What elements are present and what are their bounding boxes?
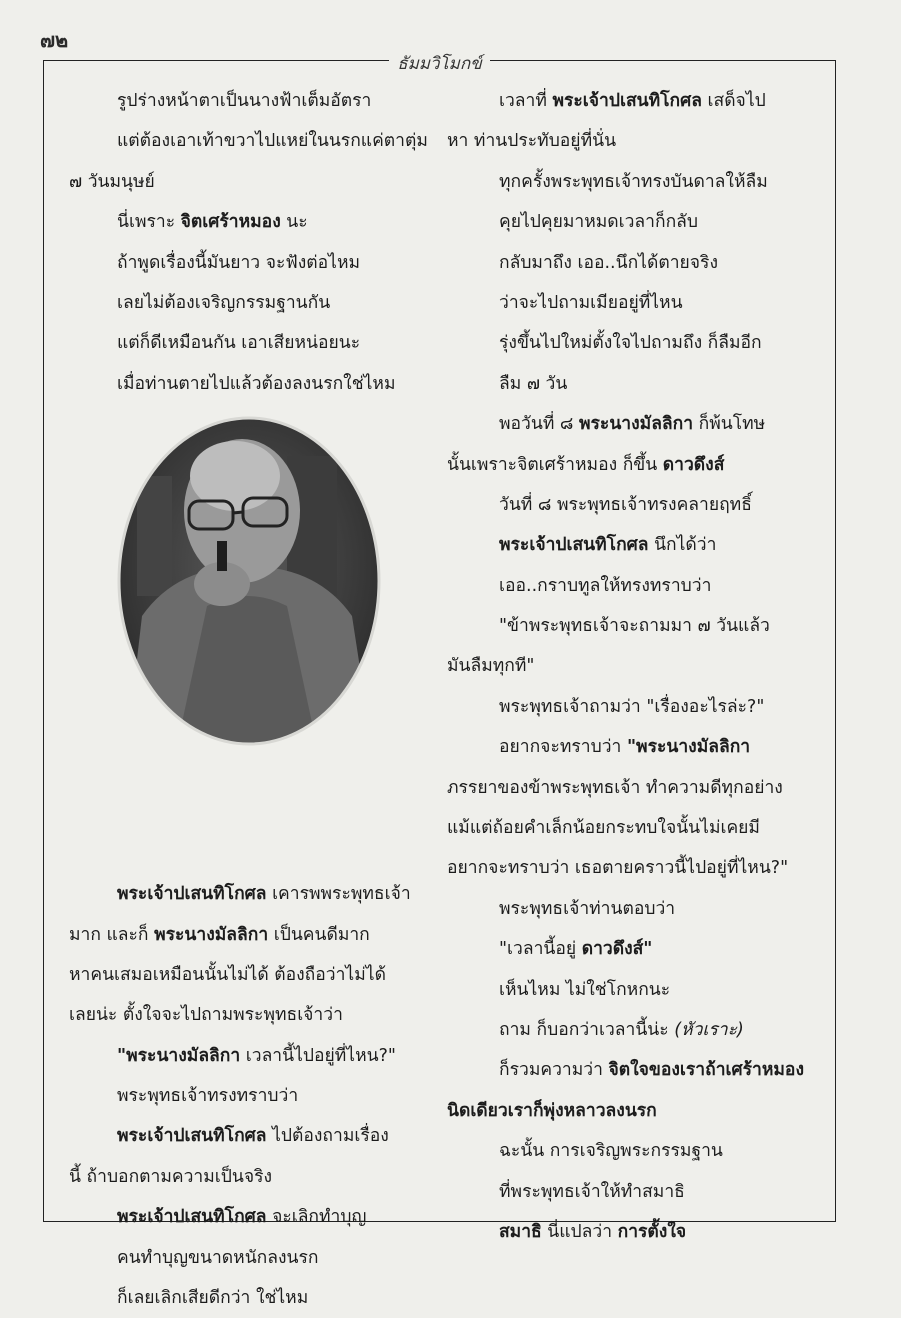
t-text: ทุกครั้งพระพุทธเจ้าทรงบันดาลให้ลืม: [499, 171, 768, 192]
t-text: หา ท่านประทับอยู่ที่นั่น: [447, 131, 617, 152]
post-text: นะ: [280, 212, 308, 233]
post-text: เสด็จไป: [701, 91, 766, 111]
right-column: [447, 81, 815, 1252]
i-italic: (หัวเราะ): [674, 1019, 744, 1040]
monk-portrait-photo: [117, 416, 382, 746]
t-text: เลยไม่ต้องเจริญกรรมฐานกัน: [117, 292, 331, 313]
t-text: "ข้าพระพุทธเจ้าจะถามมา ๗ วันแล้ว: [499, 616, 770, 637]
running-header: ธัมมวิโมกข์: [389, 54, 490, 74]
text-line: [69, 1278, 419, 1318]
post-text: เป็นคนดีมาก: [268, 924, 370, 945]
text-line: [447, 323, 815, 363]
pre-text: เวลาที่: [499, 91, 553, 111]
t-text: แต่ก็ดีเหมือนกัน เอาเสียหน่อยนะ: [117, 333, 361, 354]
text-line: [69, 874, 419, 914]
text-line: [447, 81, 815, 121]
text-line: [69, 121, 428, 161]
text-line: [447, 121, 815, 161]
t-text: วันที่ ๘ พระพุทธเจ้าทรงคลายฤทธิ์: [499, 494, 752, 515]
pre-text: ก็รวมความว่า: [499, 1060, 609, 1081]
page-number: ๗๒: [40, 28, 69, 52]
post-text: ก็พ้นโทษ: [693, 414, 766, 435]
text-line: [69, 1238, 419, 1278]
text-line: [69, 955, 419, 995]
t-text: ฉะนั้น การเจริญพระกรรมฐาน: [499, 1141, 723, 1162]
post-text: ไปต้องถามเรื่อง: [266, 1126, 389, 1147]
t-text: ก็เลยเลิกเสียดีกว่า ใช่ไหม: [117, 1288, 309, 1309]
left-top-text: [69, 81, 428, 404]
text-line: [447, 1010, 815, 1050]
text-line: [447, 808, 815, 848]
pre-text: ถาม ก็บอกว่าเวลานี้น่ะ: [499, 1019, 675, 1040]
pre-text: พอวันที่ ๘: [499, 414, 579, 435]
b-bold: พระเจ้าปเสนทิโกศล: [117, 884, 267, 905]
b-bold: "พระนางมัลลิกา: [626, 737, 751, 758]
pre-text: นั้นเพราะจิตเศร้าหมอง ก็ขึ้น: [447, 454, 663, 475]
t-text: ที่พระพุทธเจ้าให้ทำสมาธิ: [499, 1181, 685, 1202]
text-line: [69, 81, 419, 121]
t-text: คนทำบุญขนาดหนักลงนรก: [117, 1247, 319, 1268]
pre-text: มาก และก็: [69, 924, 155, 945]
b-bold: พระนางมัลลิกา: [154, 924, 269, 945]
post-text: จะเลิกทำบุญ: [266, 1207, 367, 1228]
text-line: [69, 1036, 419, 1076]
text-line: [69, 995, 419, 1035]
post-text: เวลานี้ไปอยู่ที่ไหน?": [240, 1045, 396, 1066]
t-text: ว่าจะไปถามเมียอยู่ที่ไหน: [499, 292, 683, 313]
text-line: [69, 1076, 419, 1116]
text-line: [447, 1050, 815, 1090]
text-line: [447, 525, 815, 565]
post-text: นึกได้ว่า: [648, 535, 717, 556]
pre-text: "เวลานี้อยู่: [499, 939, 582, 960]
text-line: [69, 202, 419, 242]
text-line: [69, 915, 419, 955]
t-text: เมื่อท่านตายไปแล้วต้องลงนรกใช่ไหม: [117, 373, 396, 394]
text-line: [447, 687, 815, 727]
t-text: ๗ วันมนุษย์: [69, 171, 155, 192]
t-text: คุยไปคุยมาหมดเวลาก็กลับ: [499, 212, 699, 233]
pre-text: นี่เพราะ: [117, 212, 181, 233]
text-line: [447, 445, 815, 485]
b-bold: พระเจ้าปเสนทิโกศล: [499, 535, 649, 556]
text-line: [447, 606, 815, 646]
text-line: [69, 364, 419, 404]
text-line: [69, 283, 419, 323]
t-text: มันลืมทุกที": [447, 656, 535, 677]
text-line: [447, 283, 815, 323]
text-line: [447, 1131, 815, 1171]
text-line: [447, 1091, 815, 1131]
text-line: [447, 646, 815, 686]
b-bold: พระนางมัลลิกา: [579, 414, 694, 435]
text-line: [447, 202, 815, 242]
text-line: [447, 364, 815, 404]
text-line: [447, 566, 815, 606]
t-text: พระพุทธเจ้าท่านตอบว่า: [499, 898, 676, 919]
t-text: เห็นไหม ไม่ใช่โกหกนะ: [499, 979, 671, 1000]
text-line: [447, 848, 815, 888]
post-text: นี่แปลว่า: [541, 1221, 618, 1242]
t-text: เลยน่ะ ตั้งใจจะไปถามพระพุทธเจ้าว่า: [69, 1005, 343, 1026]
t-text: ภรรยาของข้าพระพุทธเจ้า ทำความดีทุกอย่าง: [447, 777, 783, 798]
text-line: [69, 1116, 419, 1156]
text-line: [447, 243, 815, 283]
text-line: [447, 727, 815, 767]
pre-text: อยากจะทราบว่า: [499, 737, 627, 758]
t-text: ถ้าพูดเรื่องนี้มันยาว จะฟังต่อไหม: [117, 252, 361, 273]
t-text: พระพุทธเจ้าถามว่า "เรื่องอะไรล่ะ?": [499, 696, 765, 717]
text-line: [447, 1172, 815, 1212]
text-line: [447, 768, 815, 808]
t-text: ลืม ๗ วัน: [499, 373, 568, 394]
b-bold: "พระนางมัลลิกา: [117, 1045, 241, 1066]
t-text: กลับมาถึง เออ..นึกได้ตายจริง: [499, 252, 718, 273]
t-text: รูปร่างหน้าตาเป็นนางฟ้าเต็มอัตรา: [117, 91, 372, 111]
text-line: [69, 323, 419, 363]
b-bold: นิดเดียวเราก็พุ่งหลาวลงนรก: [447, 1100, 657, 1121]
t-text: พระพุทธเจ้าทรงทราบว่า: [117, 1086, 299, 1107]
text-line: [447, 929, 815, 969]
b-bold: พระเจ้าปเสนทิโกศล: [117, 1126, 267, 1147]
text-line: [447, 485, 815, 525]
text-line: [447, 1212, 815, 1252]
right-text: [447, 81, 815, 1252]
t-text: นี้ ถ้าบอกตามความเป็นจริง: [69, 1166, 273, 1187]
text-line: [447, 970, 815, 1010]
left-bottom-text: [69, 874, 419, 1318]
b-bold: ดาวดึงส์": [581, 939, 653, 960]
text-line: [69, 243, 419, 283]
text-line: [447, 162, 815, 202]
t-text: แต่ต้องเอาเท้าขวาไปแหย่ในนรกแค่ตาตุ่ม: [117, 131, 428, 152]
text-line: [69, 1197, 419, 1237]
text-line: [69, 1157, 419, 1197]
b-bold: ดาวดึงส์: [662, 454, 725, 475]
b2-bold: การตั้งใจ: [617, 1221, 687, 1242]
b-bold: พระเจ้าปเสนทิโกศล: [117, 1207, 267, 1228]
text-line: [447, 404, 815, 444]
b-bold: พระเจ้าปเสนทิโกศล: [552, 91, 702, 111]
t-text: อยากจะทราบว่า เธอตายคราวนี้ไปอยู่ที่ไหน?": [447, 858, 789, 879]
t-text: แม้แต่ถ้อยคำเล็กน้อยกระทบใจนั้นไม่เคยมี: [447, 818, 760, 839]
b-bold: จิตเศร้าหมอง: [180, 212, 281, 233]
b-bold: สมาธิ: [499, 1221, 542, 1242]
t-text: หาคนเสมอเหมือนนั้นไม่ได้ ต้องถือว่าไม่ได้: [69, 964, 386, 985]
b-bold: จิตใจของเราถ้าเศร้าหมอง: [608, 1060, 804, 1081]
text-line: [447, 889, 815, 929]
t-text: เออ..กราบทูลให้ทรงทราบว่า: [499, 575, 712, 596]
post-text: เคารพพระพุทธเจ้า: [266, 884, 411, 905]
text-line: [69, 162, 419, 202]
t-text: รุ่งขึ้นไปใหม่ตั้งใจไปถามถึง ก็ลืมอีก: [499, 333, 762, 354]
page-frame: [43, 54, 836, 1309]
